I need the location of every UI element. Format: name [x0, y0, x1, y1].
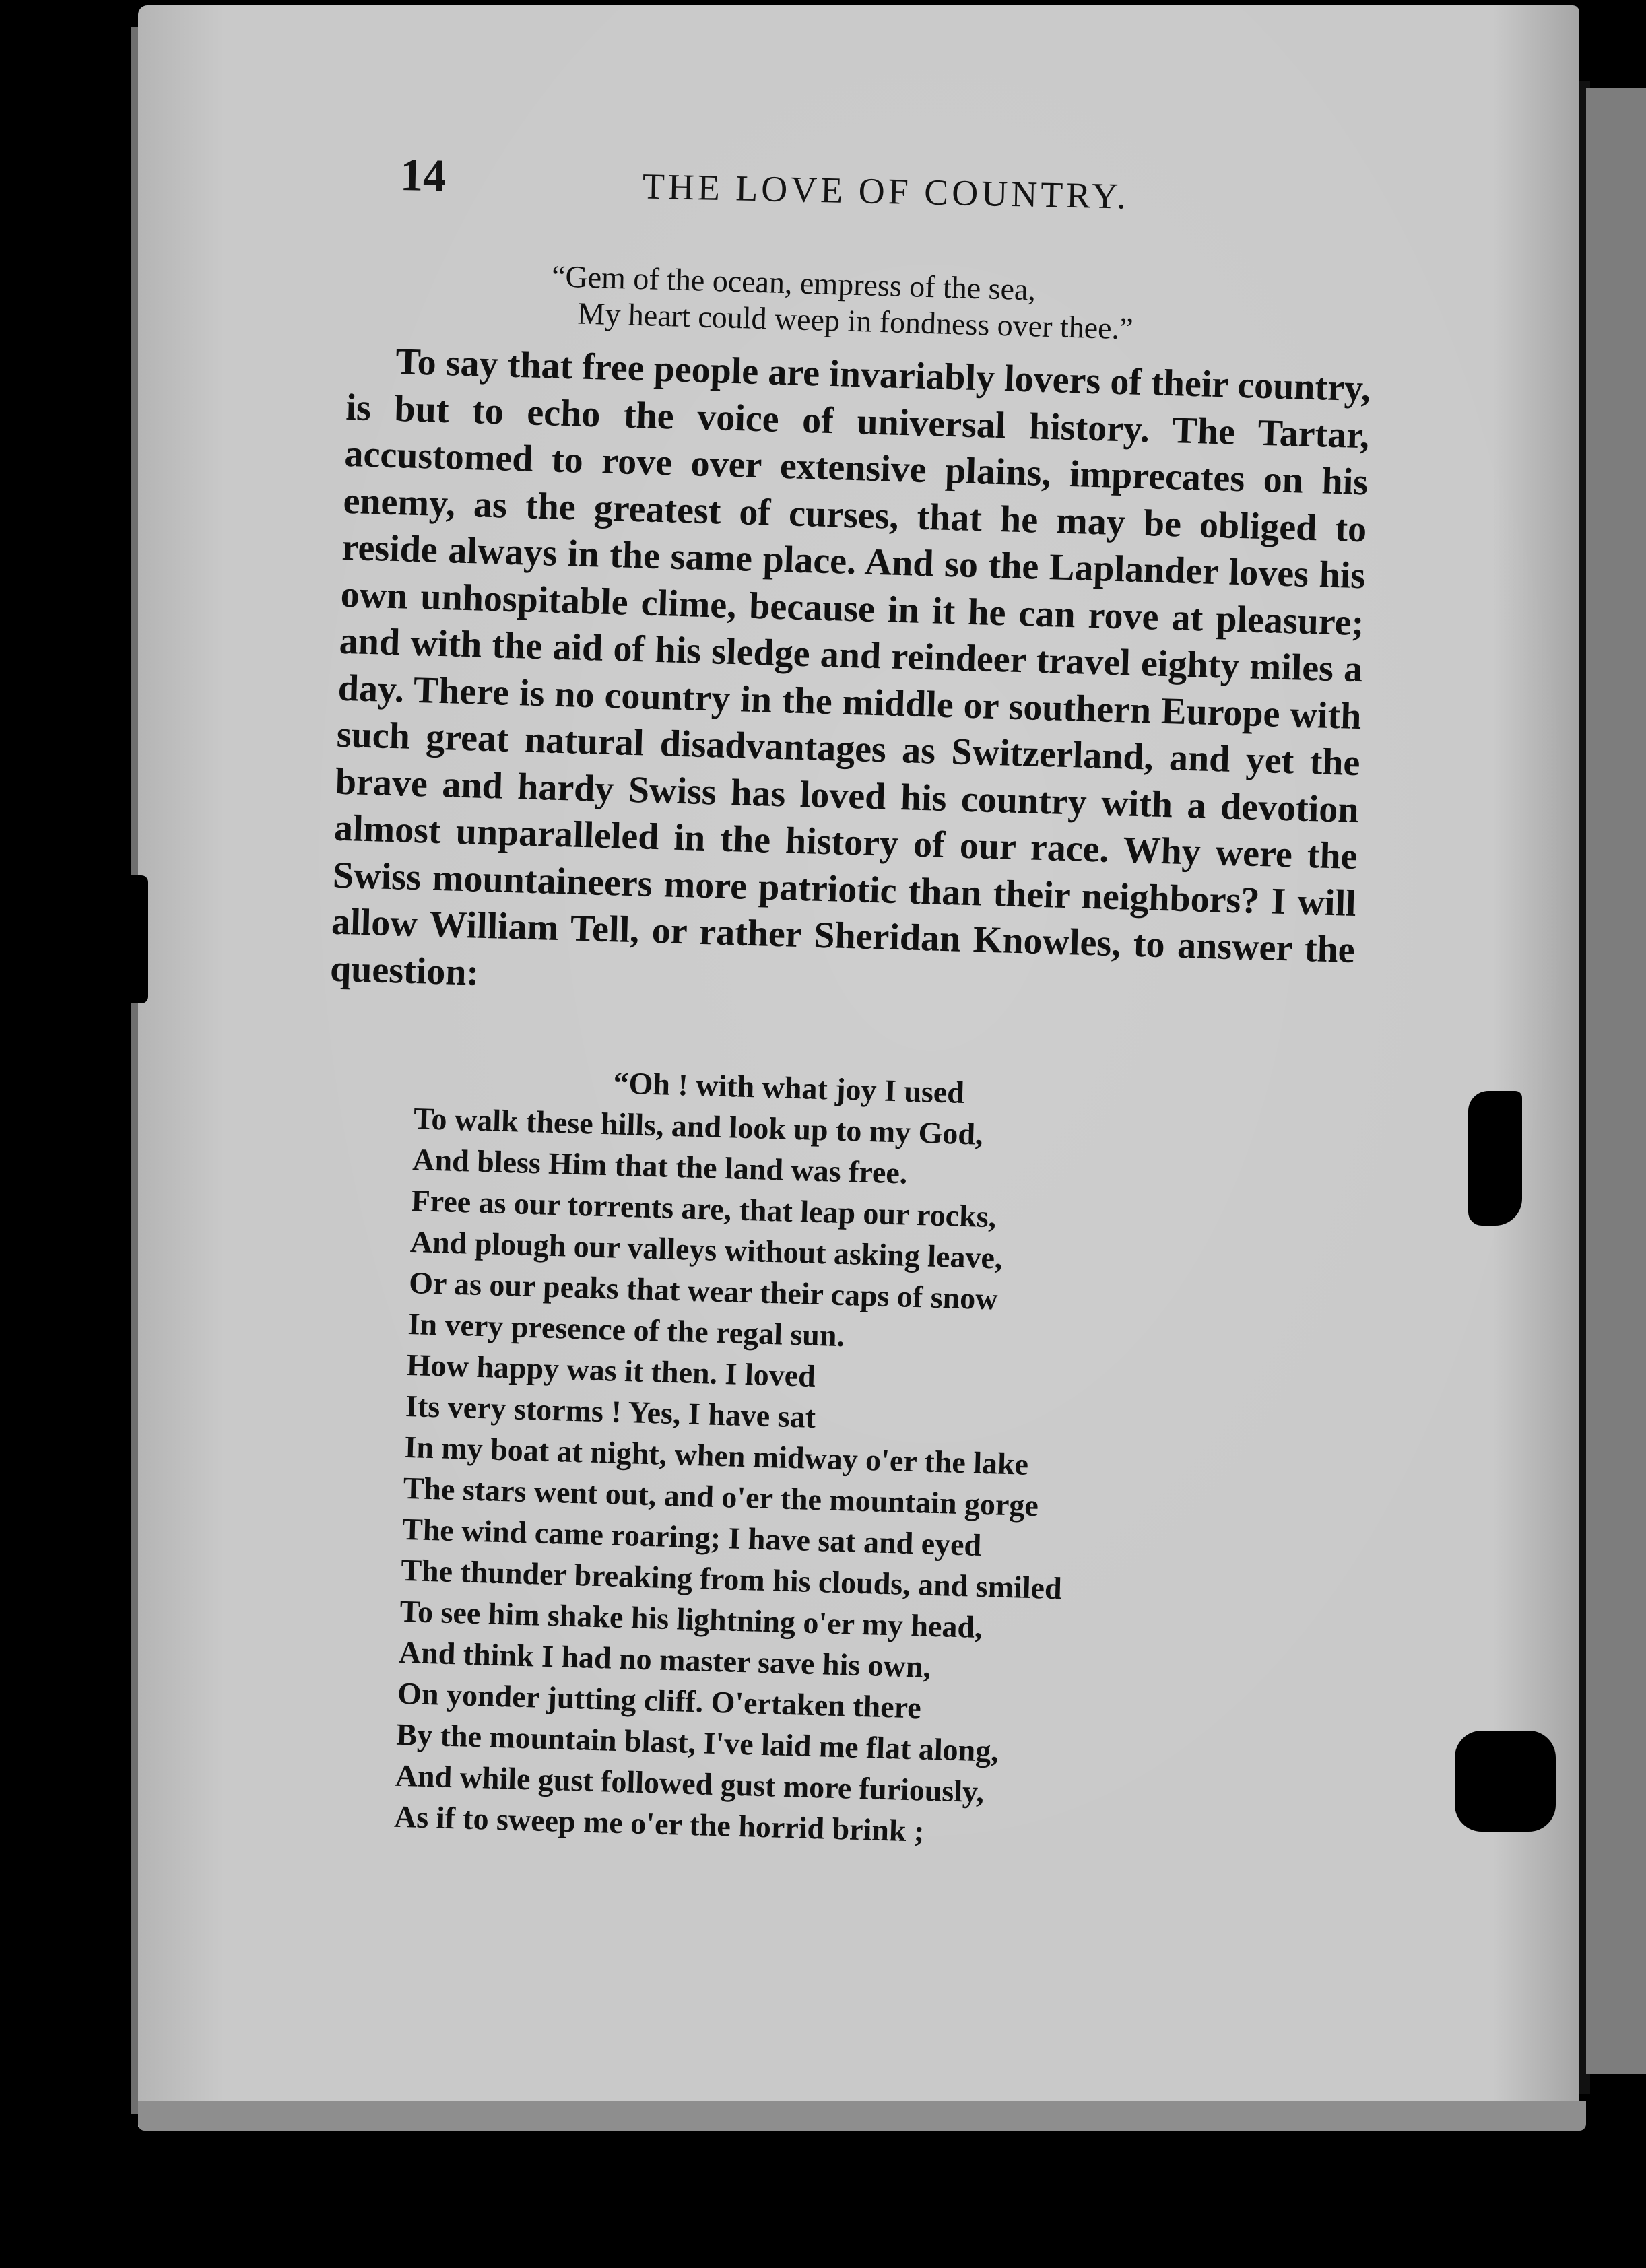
verse-line: Free as our torrents are, that leap our rocks, [411, 1183, 997, 1234]
verse-line: “Oh ! with what joy I used [613, 1065, 965, 1110]
running-title: THE LOVE OF COUNTRY. [642, 166, 1130, 217]
verse-line: And while gust followed gust more furiously, [395, 1758, 985, 1809]
verse-line: Its very storms ! Yes, I have sat [405, 1388, 816, 1434]
body-paragraph: To say that free people are invariably lovers of their country, is but to echo the voice of universal history. The Tartar, accustomed to rove over extensive plains, imprecates on his enemy, as the greatest of curses, that he may be obliged to reside always in the same place. And so the Laplander loves his own unhospitable clime, because in it he can rove at pleasure; and with the aid of his sledge and reindeer travel eighty miles a day. There is no country in the middle or southern Europe with such great natural disadvantages as Switzerland, and yet the brave and hardy Swiss has loved his country with a devotion almost unparalleled in the history of our race. Why were the Swiss mountaineers more patriotic than their neighbors? I will allow William Tell, or rather Sheridan Knowles, to answer the question: [329, 340, 1371, 994]
verse-line: To walk these hills, and look up to my God, [413, 1101, 984, 1152]
verse-line: The stars went out, and o'er the mountain gorge [403, 1470, 1039, 1523]
verse-line: And plough our valleys without asking leave, [409, 1224, 1003, 1275]
verse-line: Or as our peaks that wear their caps of snow [408, 1265, 999, 1316]
verse-line: The wind came roaring; I have sat and eyed [401, 1511, 982, 1562]
verse-line: On yonder jutting cliff. O'ertaken there [397, 1675, 922, 1725]
adjacent-page-edge [1586, 88, 1646, 2074]
verse-line: How happy was it then. I loved [406, 1347, 816, 1393]
verse-line: The thunder breaking from his clouds, and smiled [400, 1552, 1063, 1606]
binding-tab [128, 875, 148, 1003]
verse-line: In very presence of the regal sun. [407, 1306, 845, 1354]
page-bottom-edge [138, 2101, 1586, 2131]
epigraph-line: “Gem of the ocean, empress of the sea, [551, 259, 1036, 307]
verse-line: To see him shake his lightning o'er my head, [399, 1593, 983, 1644]
page-text [306, 253, 1373, 1863]
verse-line: By the mountain blast, I've laid me flat along, [395, 1716, 999, 1768]
page-number: 14 [399, 148, 447, 201]
epigraph-line: My heart could weep in fondness over thee.” [577, 296, 1134, 346]
torn-edge-notch [1468, 1091, 1522, 1226]
torn-edge-notch-lower [1455, 1731, 1556, 1832]
verse-line: As if to sweep me o'er the horrid brink ; [393, 1799, 925, 1848]
verse-line: In my boat at night, when midway o'er the lake [403, 1429, 1029, 1481]
verse-quotation [393, 1057, 1351, 1863]
verse-line: And think I had no master save his own, [398, 1634, 931, 1684]
verse-line: And bless Him that the land was free. [412, 1142, 909, 1191]
